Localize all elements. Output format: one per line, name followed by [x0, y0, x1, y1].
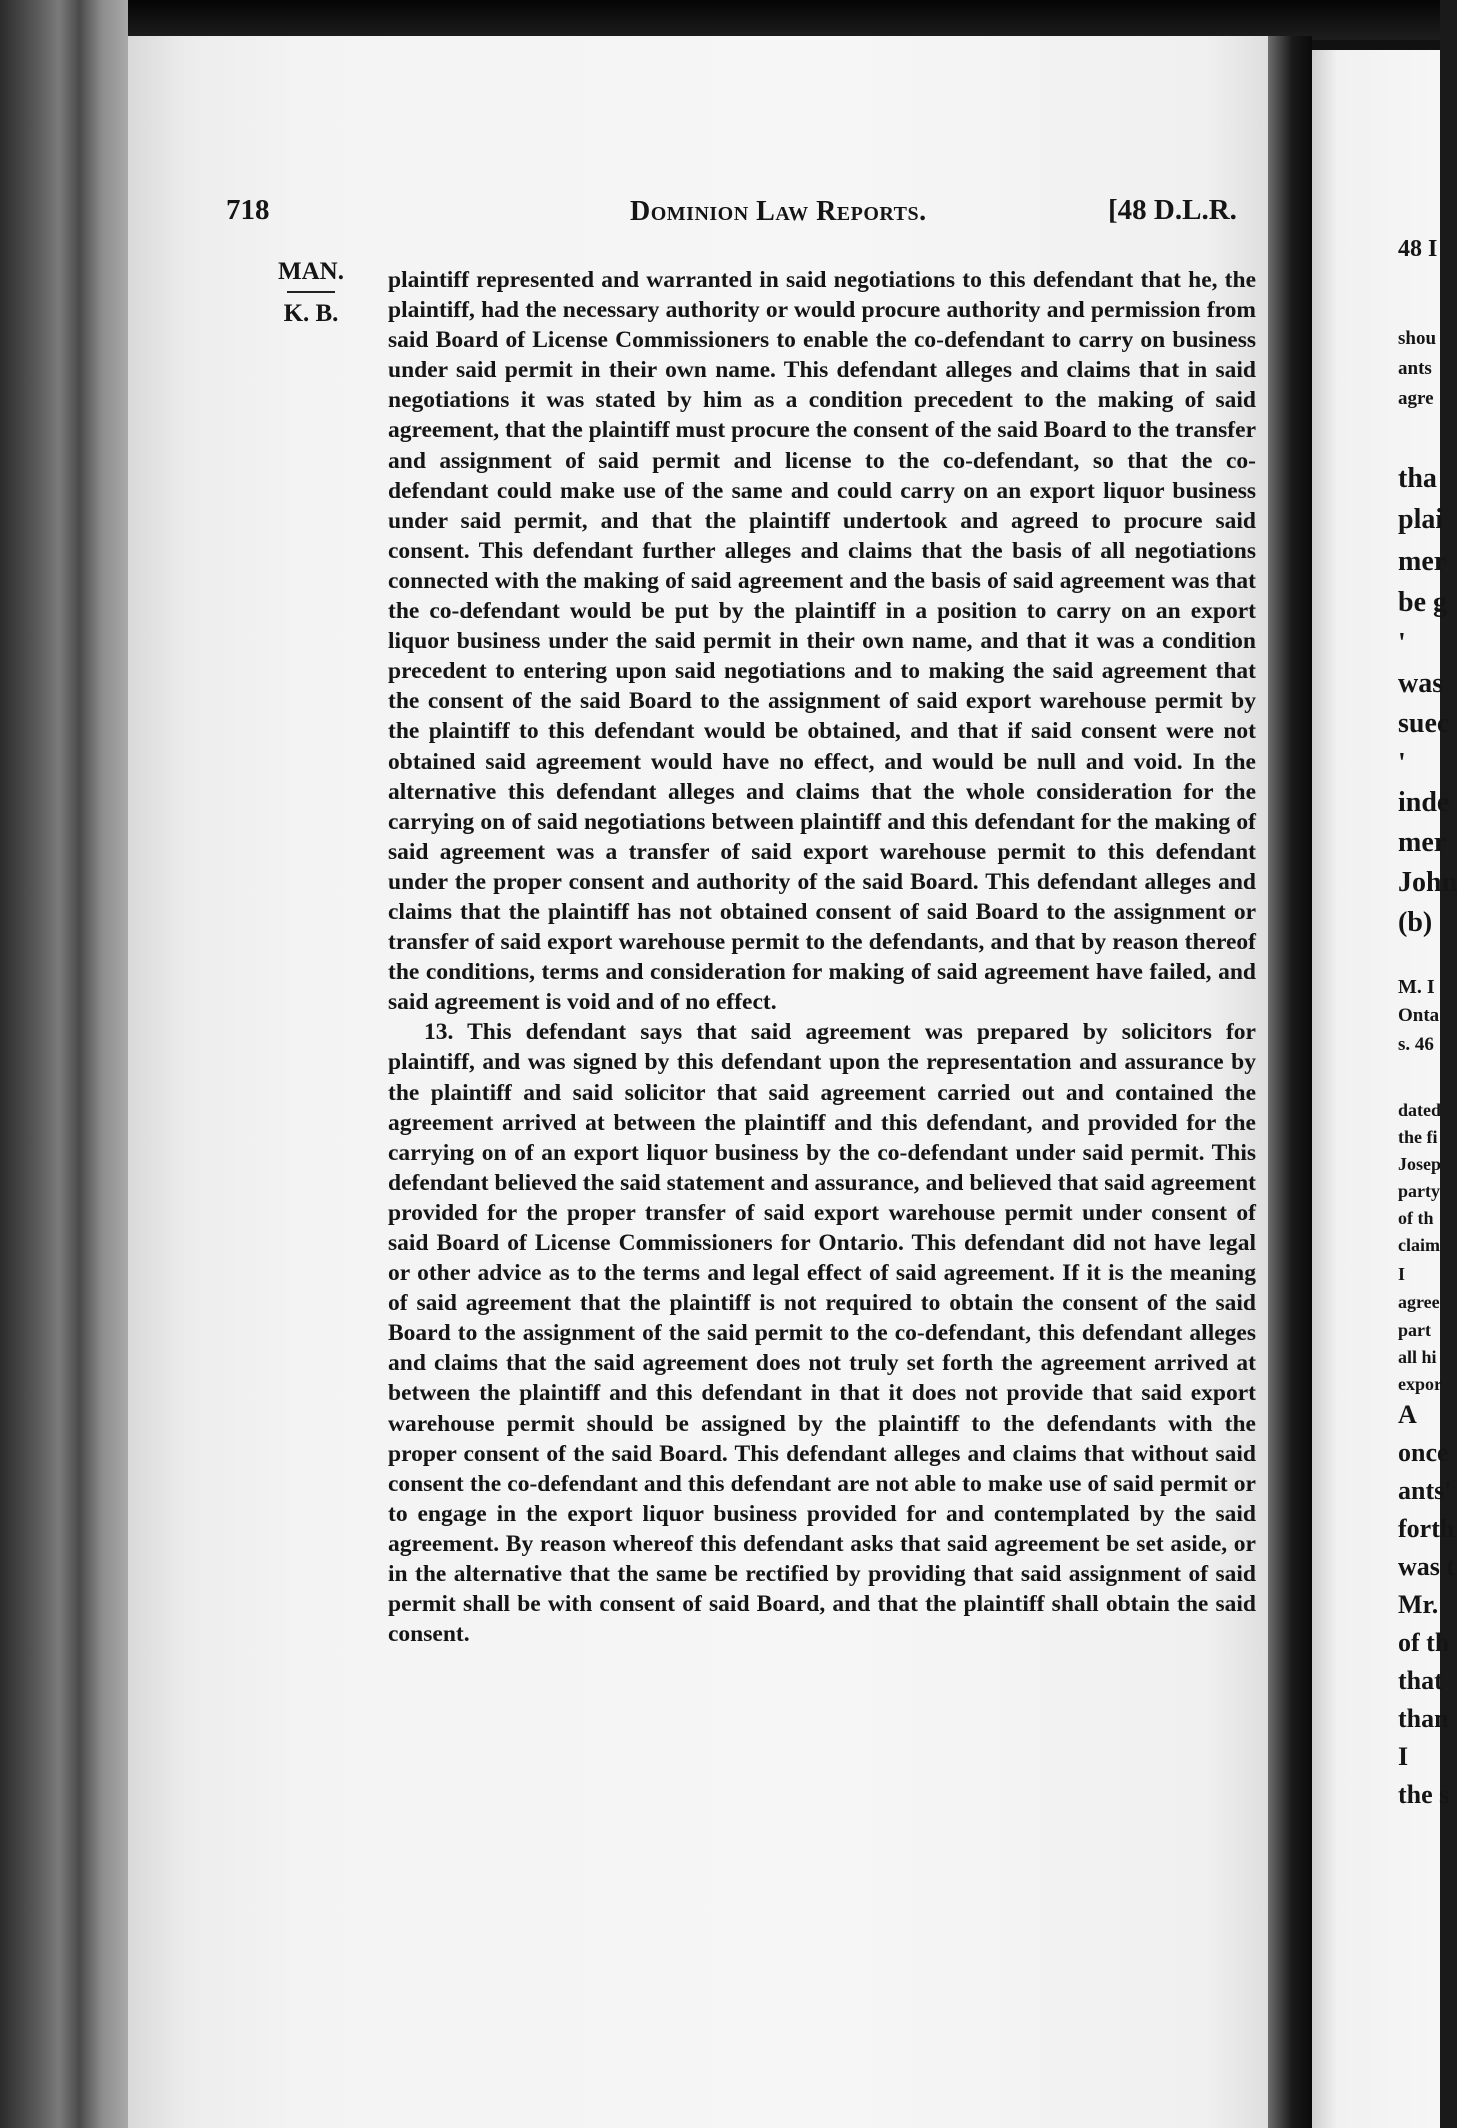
facing-page-fragment: be g	[1398, 587, 1447, 618]
facing-page-fragment: 48 I	[1398, 236, 1438, 262]
court-sidenote	[266, 257, 356, 328]
facing-page-fragment: John	[1398, 867, 1457, 898]
facing-page-fragment: was	[1398, 668, 1444, 699]
facing-page-fragment: was t	[1398, 1552, 1456, 1581]
volume-reference: [48 D.L.R.	[1108, 194, 1237, 226]
facing-page-fragment: Josep	[1398, 1154, 1442, 1174]
facing-page-fragment: plai	[1398, 504, 1444, 535]
facing-page-fragment: A	[1398, 1400, 1417, 1429]
book-binding-edge	[0, 0, 128, 2128]
page-gutter	[1268, 36, 1312, 2128]
facing-page-fragment: I	[1398, 1264, 1406, 1284]
facing-page-fragment: tha	[1398, 463, 1437, 494]
facing-page-fragment: inde	[1398, 787, 1450, 818]
body-paragraph-2: 13. This defendant says that said agreement was prepared by solicitors for plaintiff, and was signed by this defendant upon the representation and assurance by the plaintiff and said solicitor that said agreement carried out and contained the agreement arrived at between the plaintiff and this defendant, and provided for the carrying on of an export liquor business by the co-defendant under said permit. This defendant believed the said statement and assurance, and believed that said agreement provided for the proper transfer of said export warehouse permit under consent of said Board of License Commissioners for Ontario. This defendant did not have legal or other advice as to the terms and legal effect of said agreement. If it is the meaning of said agreement that the plaintiff is not required to obtain the consent of the said Board to the assignment of the said permit to the co-defendant, this defendant alleges and claims that the said agreement does not truly set forth the agreement arrived at between the plaintiff and this defendant in that it does not provide that said export warehouse permit should be assigned by the plaintiff to the defendants with the proper consent of the said Board. This defendant alleges and claims that without said consent the co-defendant and this defendant are not able to make use of said permit or to engage in the export liquor business provided for and contemplated by the said agreement. By reason whereof this defendant asks that said agreement be set aside, or in the alternative that the same be rectified by providing that said assignment of said permit shall be with consent of said Board, and that the plaintiff shall obtain the said consent.	[388, 1019, 1256, 1648]
facing-page-fragment: (b)	[1398, 907, 1433, 938]
facing-page-fragment: Onta	[1398, 1005, 1440, 1026]
sidenote-rule	[287, 291, 335, 293]
court-province: MAN.	[278, 258, 344, 285]
facing-page-fragment: than	[1398, 1704, 1449, 1733]
facing-page-fragment: once	[1398, 1438, 1449, 1467]
facing-page-fragment: mer	[1398, 546, 1447, 577]
facing-page-fragment: I	[1398, 1742, 1409, 1771]
facing-page-fragment: party	[1398, 1181, 1440, 1201]
facing-page-fragment: expor	[1398, 1374, 1442, 1394]
running-title: Dominion Law Reports.	[630, 196, 927, 227]
facing-page-fragment: agre	[1398, 388, 1434, 409]
facing-page-fragment: M. I	[1398, 976, 1435, 998]
facing-page-fragment: '	[1398, 748, 1406, 779]
facing-page-fragment: all hi	[1398, 1347, 1437, 1367]
page-number: 718	[226, 194, 270, 226]
facing-page-fragment: '	[1398, 628, 1406, 659]
facing-page-fragment: of th	[1398, 1208, 1434, 1228]
facing-page-fragment: mer	[1398, 827, 1447, 858]
facing-page-fragment: claim	[1398, 1235, 1440, 1255]
facing-page-fragment: the s	[1398, 1780, 1450, 1809]
facing-page-fragment: ants	[1398, 358, 1432, 379]
facing-page-fragment: Mr.	[1398, 1590, 1439, 1619]
facing-page-fragment: ants'	[1398, 1476, 1452, 1505]
facing-page-fragment: forth	[1398, 1514, 1455, 1543]
facing-page-fragment: part	[1398, 1320, 1431, 1340]
facing-page-fragment: agree	[1398, 1292, 1440, 1312]
facing-page-fragment: dated	[1398, 1100, 1442, 1120]
facing-page-fragment: the fi	[1398, 1127, 1438, 1147]
body-paragraph-1: plaintiff represented and warranted in said negotiations to this defendant that he, the plaintiff, had the necessary authority or would procure authority and permission from said Board of License Commissioners to enable the co-defendant to carry on business under said permit in their own name. This defendant alleges and claims that in said negotiations it was stated by him as a condition precedent to the making of said agreement, that the plaintiff must procure the consent of the said Board to the transfer and assignment of said permit and license to the co-defendant, so that the co-defendant could make use of the same and could carry on an export liquor business under said permit, and that the plaintiff undertook and agreed to procure said consent. This defendant further alleges and claims that the basis of all negotiations connected with the making of said agreement and the basis of said agreement was that the co-defendant would be put by the plaintiff in a position to carry on an export liquor business under the said permit in their own name, and that it was a condition precedent to entering upon said negotiations and to making the said agreement that the consent of the said Board to the assignment of said export warehouse permit by the plaintiff to this defendant would be obtained, and that if said consent were not obtained said agreement would have no effect, and would be null and void. In the alternative this defendant alleges and claims that the whole consideration for the carrying on of said negotiations between plaintiff and this defendant for the making of said agreement was a transfer of said export warehouse permit to this defendant under the proper consent and authority of the said Board. This defendant alleges and claims that the plaintiff has not obtained consent of said Board to the assignment or transfer of said export warehouse permit to the defendants, and that by reason thereof the conditions, terms and consideration for making of said agreement have failed, and said agreement is void and of no effect.	[388, 267, 1256, 1016]
court-division: K. B.	[283, 300, 339, 327]
facing-page-fragment: suec	[1398, 708, 1450, 739]
facing-page-fragment: of th	[1398, 1628, 1450, 1657]
page-body	[388, 265, 1256, 1649]
facing-page-fragment: shou	[1398, 328, 1437, 349]
scan-top-edge	[0, 0, 1440, 40]
facing-page-fragment: that	[1398, 1666, 1443, 1695]
facing-page-fragment: s. 46	[1398, 1034, 1434, 1055]
